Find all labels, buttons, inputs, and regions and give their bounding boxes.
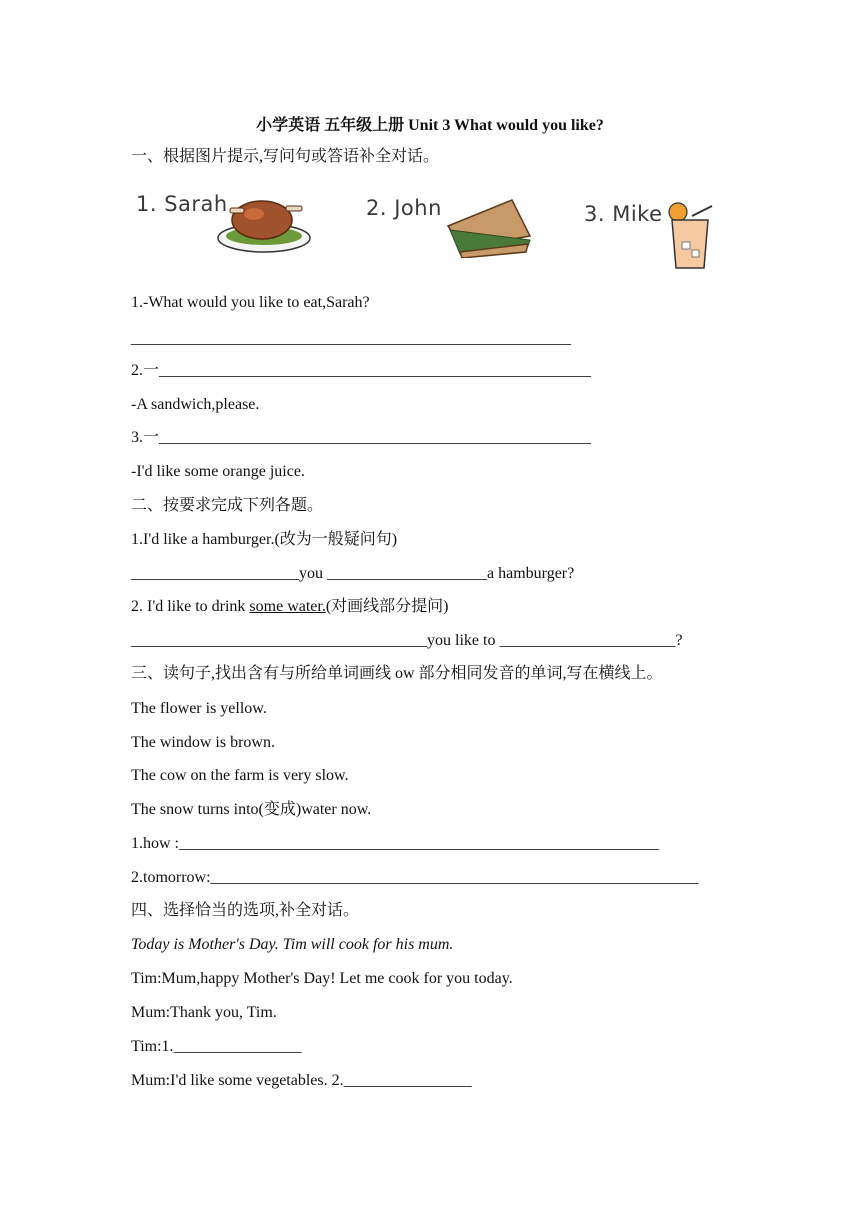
s3-sentence-4: The snow turns into(变成)water now. (131, 801, 372, 818)
section-2-heading: 二、按要求完成下列各题。 (131, 497, 324, 514)
s2-question-2 (131, 596, 449, 618)
sandwich-icon (442, 196, 538, 258)
s4-intro: Today is Mother's Day. Tim will cook for his mum. (131, 936, 454, 953)
s2-q2-suffix: (对画线部分提问) (325, 598, 449, 615)
s3-sentence-1: The flower is yellow. (131, 700, 267, 717)
s1-answer-3: -I'd like some orange juice. (131, 463, 305, 480)
picture-strip (128, 182, 728, 278)
section-4-heading: 四、选择恰当的选项,补全对话。 (131, 902, 360, 919)
s2-q2-prefix: 2. I'd like to drink (131, 598, 250, 615)
s4-dialogue-line-3[interactable]: Tim:1.________________ (131, 1038, 302, 1055)
s4-dialogue-line-2: Mum:Thank you, Tim. (131, 1004, 277, 1021)
s2-q2-underlined: some water. (249, 598, 326, 615)
s4-dialogue-line-1: Tim:Mum,happy Mother's Day! Let me cook for you today. (131, 970, 513, 987)
s2-question-1: 1.I'd like a hamburger.(改为一般疑问句) (131, 531, 398, 548)
s3-sentence-2: The window is brown. (131, 734, 275, 751)
s1-answer-2: -A sandwich,please. (131, 396, 260, 413)
roast-chicken-icon (214, 186, 314, 256)
orange-juice-icon (664, 202, 720, 272)
picture-label-john: 2. John (366, 196, 442, 220)
s1-answer-blank-1[interactable]: _______________________________________________________ (131, 330, 571, 347)
s2-answer-1[interactable]: _____________________you ____________________a hamburger? (131, 565, 575, 582)
s4-dialogue-line-4[interactable]: Mum:I'd like some vegetables. 2.________________ (131, 1072, 472, 1089)
section-1-heading: 一、根据图片提示,写问句或答语补全对话。 (131, 148, 440, 165)
s3-sentence-3: The cow on the farm is very slow. (131, 767, 349, 784)
page-title: 小学英语 五年级上册 Unit 3 What would you like? (256, 117, 604, 134)
picture-label-mike: 3. Mike (584, 202, 663, 226)
s1-question-3[interactable]: 3.一______________________________________________________ (131, 429, 592, 446)
section-3-heading: 三、读句子,找出含有与所给单词画线 ow 部分相同发音的单词,写在横线上。 (131, 665, 663, 682)
s1-question-2[interactable]: 2.一______________________________________________________ (131, 362, 592, 379)
s2-answer-2[interactable]: _____________________________________you like to ______________________? (131, 632, 683, 649)
s1-question-1: 1.-What would you like to eat,Sarah? (131, 294, 370, 311)
s3-question-1[interactable]: 1.how :____________________________________________________________ (131, 835, 659, 852)
s3-question-2[interactable]: 2.tomorrow:_____________________________________________________________ (131, 869, 699, 886)
picture-label-sarah: 1. Sarah (136, 192, 228, 216)
